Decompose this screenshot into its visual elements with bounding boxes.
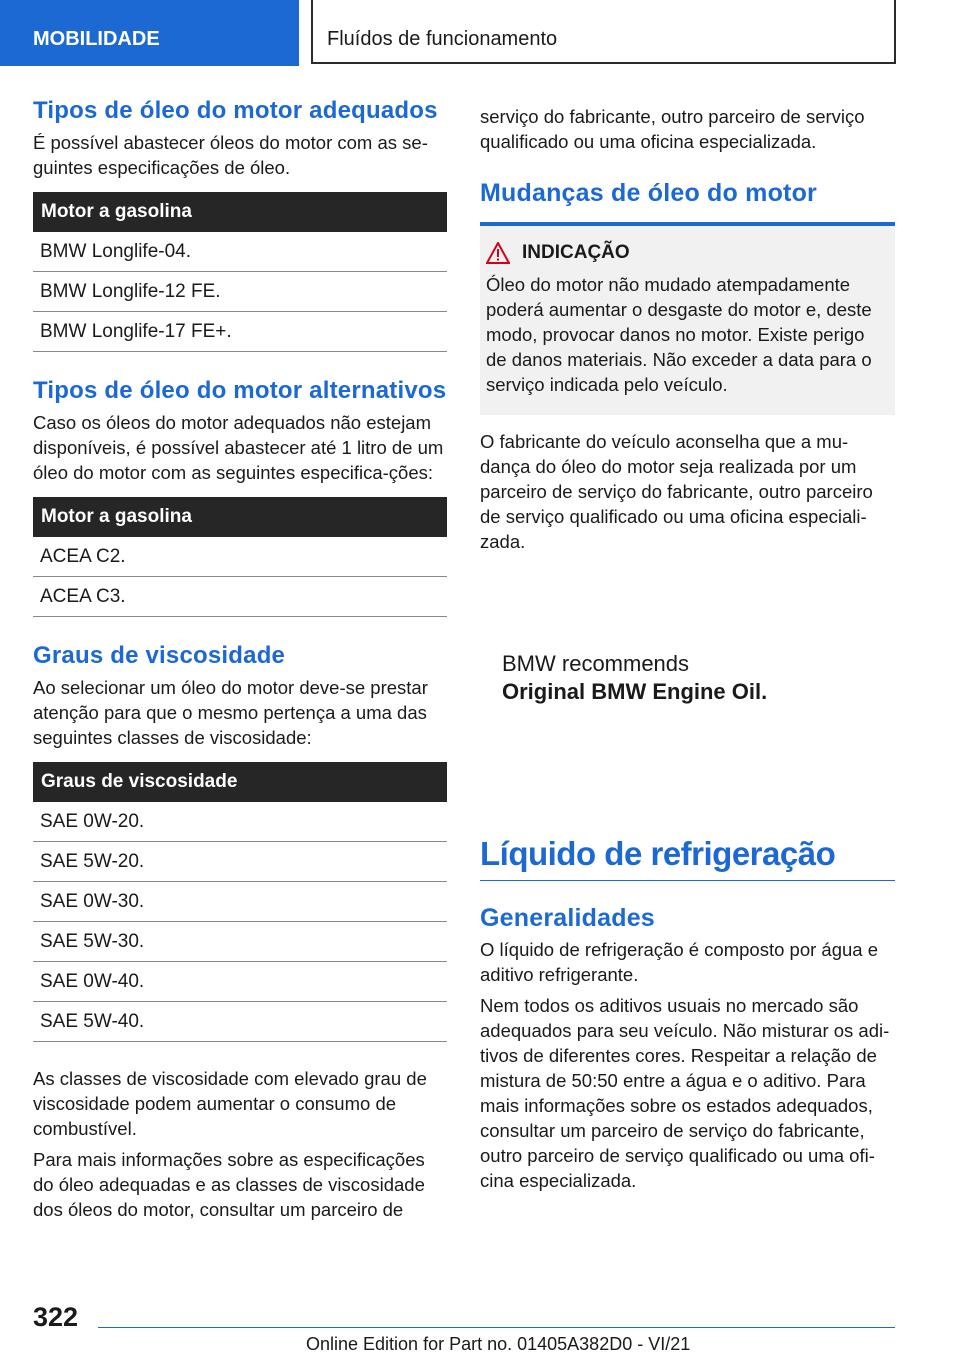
paragraph-more-info: Para mais informações sobre as especificações do óleo adequadas e as classes de viscosidade dos óleos do motor, consultar um parceiro de [33, 1149, 425, 1220]
oil-recommendation [480, 554, 895, 706]
oil-recommendation-line2: Original BMW Engine Oil. [502, 679, 768, 704]
left-column [33, 96, 447, 1222]
table-row: SAE 5W-40. [33, 1002, 447, 1042]
table-row: BMW Longlife-04. [33, 232, 447, 272]
table-row: BMW Longlife-12 FE. [33, 272, 447, 312]
notice-box [480, 226, 895, 415]
chapter-tab[interactable]: Fluídos de funcionamento [311, 0, 896, 64]
notice-title: INDICAÇÃO [522, 242, 630, 263]
section-tab[interactable]: MOBILIDADE [0, 0, 299, 66]
page-number: 322 [33, 1302, 79, 1332]
heading-suitable-oils: Tipos de óleo do motor adequados [33, 97, 438, 124]
notice-header [486, 242, 885, 264]
heading-viscosity: Graus de viscosidade [33, 642, 286, 669]
footer-edition: Online Edition for Part no. 01405A382D0 - VI/21 [306, 1334, 691, 1354]
heading-general: Generalidades [480, 904, 655, 932]
table-row: SAE 5W-20. [33, 842, 447, 882]
table-alternative-oils [33, 497, 447, 617]
paragraph-oil-change: O fabricante do veículo aconselha que a mu-dança do óleo do motor seja realizada por um parceiro de serviço do fabricante, outro parceiro de serviço qualificado ou uma oficina especiali-zada. [480, 431, 873, 552]
paragraph-coolant-composition: O líquido de refrigeração é composto por água e aditivo refrigerante. [480, 939, 878, 985]
table-row: SAE 0W-20. [33, 802, 447, 842]
oil-recommendation-line1: BMW recommends [502, 651, 690, 676]
paragraph-continued: serviço do fabricante, outro parceiro de serviço qualificado ou uma oficina especializada. [480, 106, 865, 152]
heading-coolant: Líquido de refrigeração [480, 835, 836, 872]
table-viscosity [33, 762, 447, 1042]
table-row: SAE 0W-30. [33, 882, 447, 922]
right-column [480, 104, 895, 1193]
table-row: SAE 5W-30. [33, 922, 447, 962]
footer-rule [98, 1327, 895, 1328]
warning-icon [486, 242, 510, 264]
paragraph-viscosity: Ao selecionar um óleo do motor deve-se prestar atenção para que o mesmo pertença a uma das seguintes classes de viscosidade: [33, 677, 428, 748]
table-header: Graus de viscosidade [33, 762, 447, 802]
heading-rule [480, 880, 895, 881]
heading-oil-change: Mudanças de óleo do motor [480, 179, 817, 207]
table-header: Motor a gasolina [33, 497, 447, 537]
table-row: ACEA C3. [33, 577, 447, 617]
table-row: ACEA C2. [33, 537, 447, 577]
page-header [0, 0, 960, 66]
notice-text: Óleo do motor não mudado atempadamente poderá aumentar o desgaste do motor e, deste modo, provocar danos no motor. Existe perigo de danos materiais. Não exceder a data para o serviço indicada pelo veículo. [486, 274, 872, 395]
paragraph-alternative-oils: Caso os óleos do motor adequados não estejam disponíveis, é possível abastecer até 1 litro de um óleo do motor com as seguintes especifica-ções: [33, 412, 444, 483]
paragraph-coolant-additives: Nem todos os aditivos usuais no mercado são adequados para seu veículo. Não misturar os adi-tivos de diferentes cores. Respeitar a relação de mistura de 50:50 entre a água e o aditivo. Para mais informações sobre os estados adequados, consultar um parceiro de serviço do fabricante, outro parceiro de serviço qualificado ou uma ofi-cina especializada. [480, 995, 890, 1191]
table-row: BMW Longlife-17 FE+. [33, 312, 447, 352]
table-suitable-oils [33, 192, 447, 352]
paragraph-suitable-oils: É possível abastecer óleos do motor com as se-guintes especificações de óleo. [33, 132, 428, 178]
paragraph-viscosity-consumption: As classes de viscosidade com elevado grau de viscosidade podem aumentar o consumo de combustível. [33, 1068, 427, 1139]
heading-alternative-oils: Tipos de óleo do motor alternativos [33, 377, 447, 404]
table-header: Motor a gasolina [33, 192, 447, 232]
table-row: SAE 0W-40. [33, 962, 447, 1002]
